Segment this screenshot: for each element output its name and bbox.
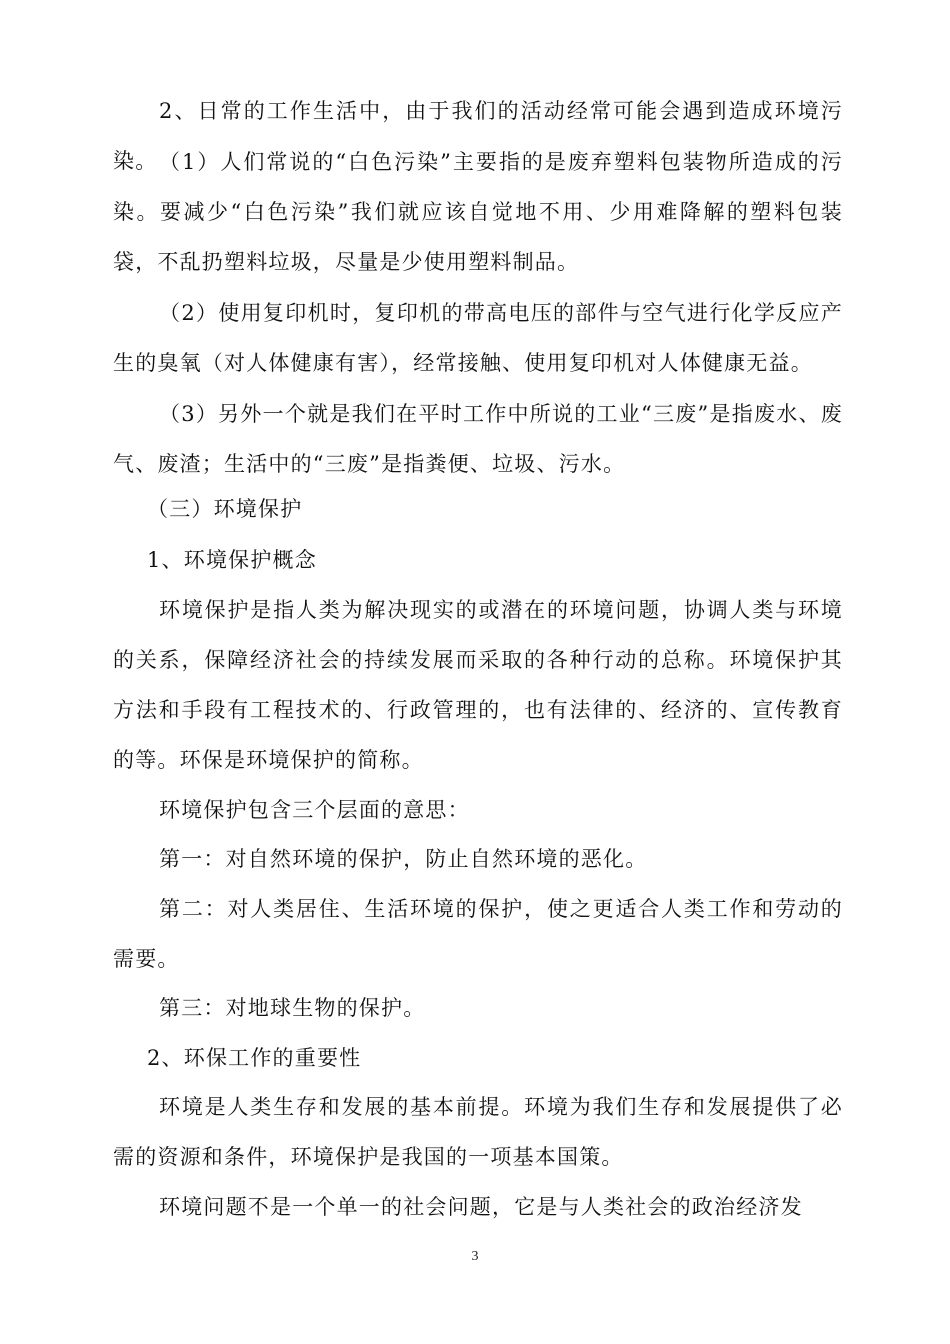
- paragraph-environment-premise: 环境是人类生存和发展的基本前提。环境为我们生存和发展提供了必需的资源和条件，环境保护是我国的一项基本国策。: [113, 1095, 843, 1169]
- paragraph-level-three: 第三：对地球生物的保护。: [159, 996, 426, 1020]
- paragraph-level-one: 第一：对自然环境的保护，防止自然环境的恶化。: [159, 847, 648, 871]
- paragraph-three-levels-intro: 环境保护包含三个层面的意思：: [159, 798, 470, 822]
- paragraph-white-pollution: （1）人们常说的“白色污染”主要指的是废弃塑料包装物所造成的污染。要减少“白色污染”我们就应该自觉地不用、少用难降解的塑料包装袋，不乱扔塑料垃圾，尽量是少使用塑料制品。: [113, 150, 843, 274]
- section-heading-environmental-protection: （三）环境保护: [147, 497, 303, 521]
- paragraph-copier-ozone: （2）使用复印机时，复印机的带高电压的部件与空气进行化学反应产生的臭氧（对人体健康有害），经常接触、使用复印机对人体健康无益。: [113, 301, 843, 375]
- subheading-importance: 2、环保工作的重要性: [147, 1046, 362, 1070]
- paragraph-level-two: 第二：对人类居住、生活环境的保护，使之更适合人类工作和劳动的需要。: [113, 897, 843, 971]
- page-number: 3: [471, 1249, 479, 1264]
- paragraph-daily-pollution: 2、日常的工作生活中，由于我们的活动经常可能会遇到造成环境污染。: [113, 99, 843, 173]
- paragraph-protection-definition: 环境保护是指人类为解决现实的或潜在的环境问题，协调人类与环境的关系，保障经济社会的持续发展而采取的各种行动的总称。环境保护其方法和手段有工程技术的、行政管理的，也有法律的、经济的、宣传教育的等。环保是环境保护的简称。: [113, 598, 843, 772]
- subheading-protection-concept: 1、环境保护概念: [147, 548, 317, 572]
- paragraph-environment-problem: 环境问题不是一个单一的社会问题，它是与人类社会的政治经济发: [159, 1195, 803, 1219]
- paragraph-three-wastes: （3）另外一个就是我们在平时工作中所说的工业“三废”是指废水、废气、废渣；生活中的“三废”是指粪便、垃圾、污水。: [113, 402, 843, 476]
